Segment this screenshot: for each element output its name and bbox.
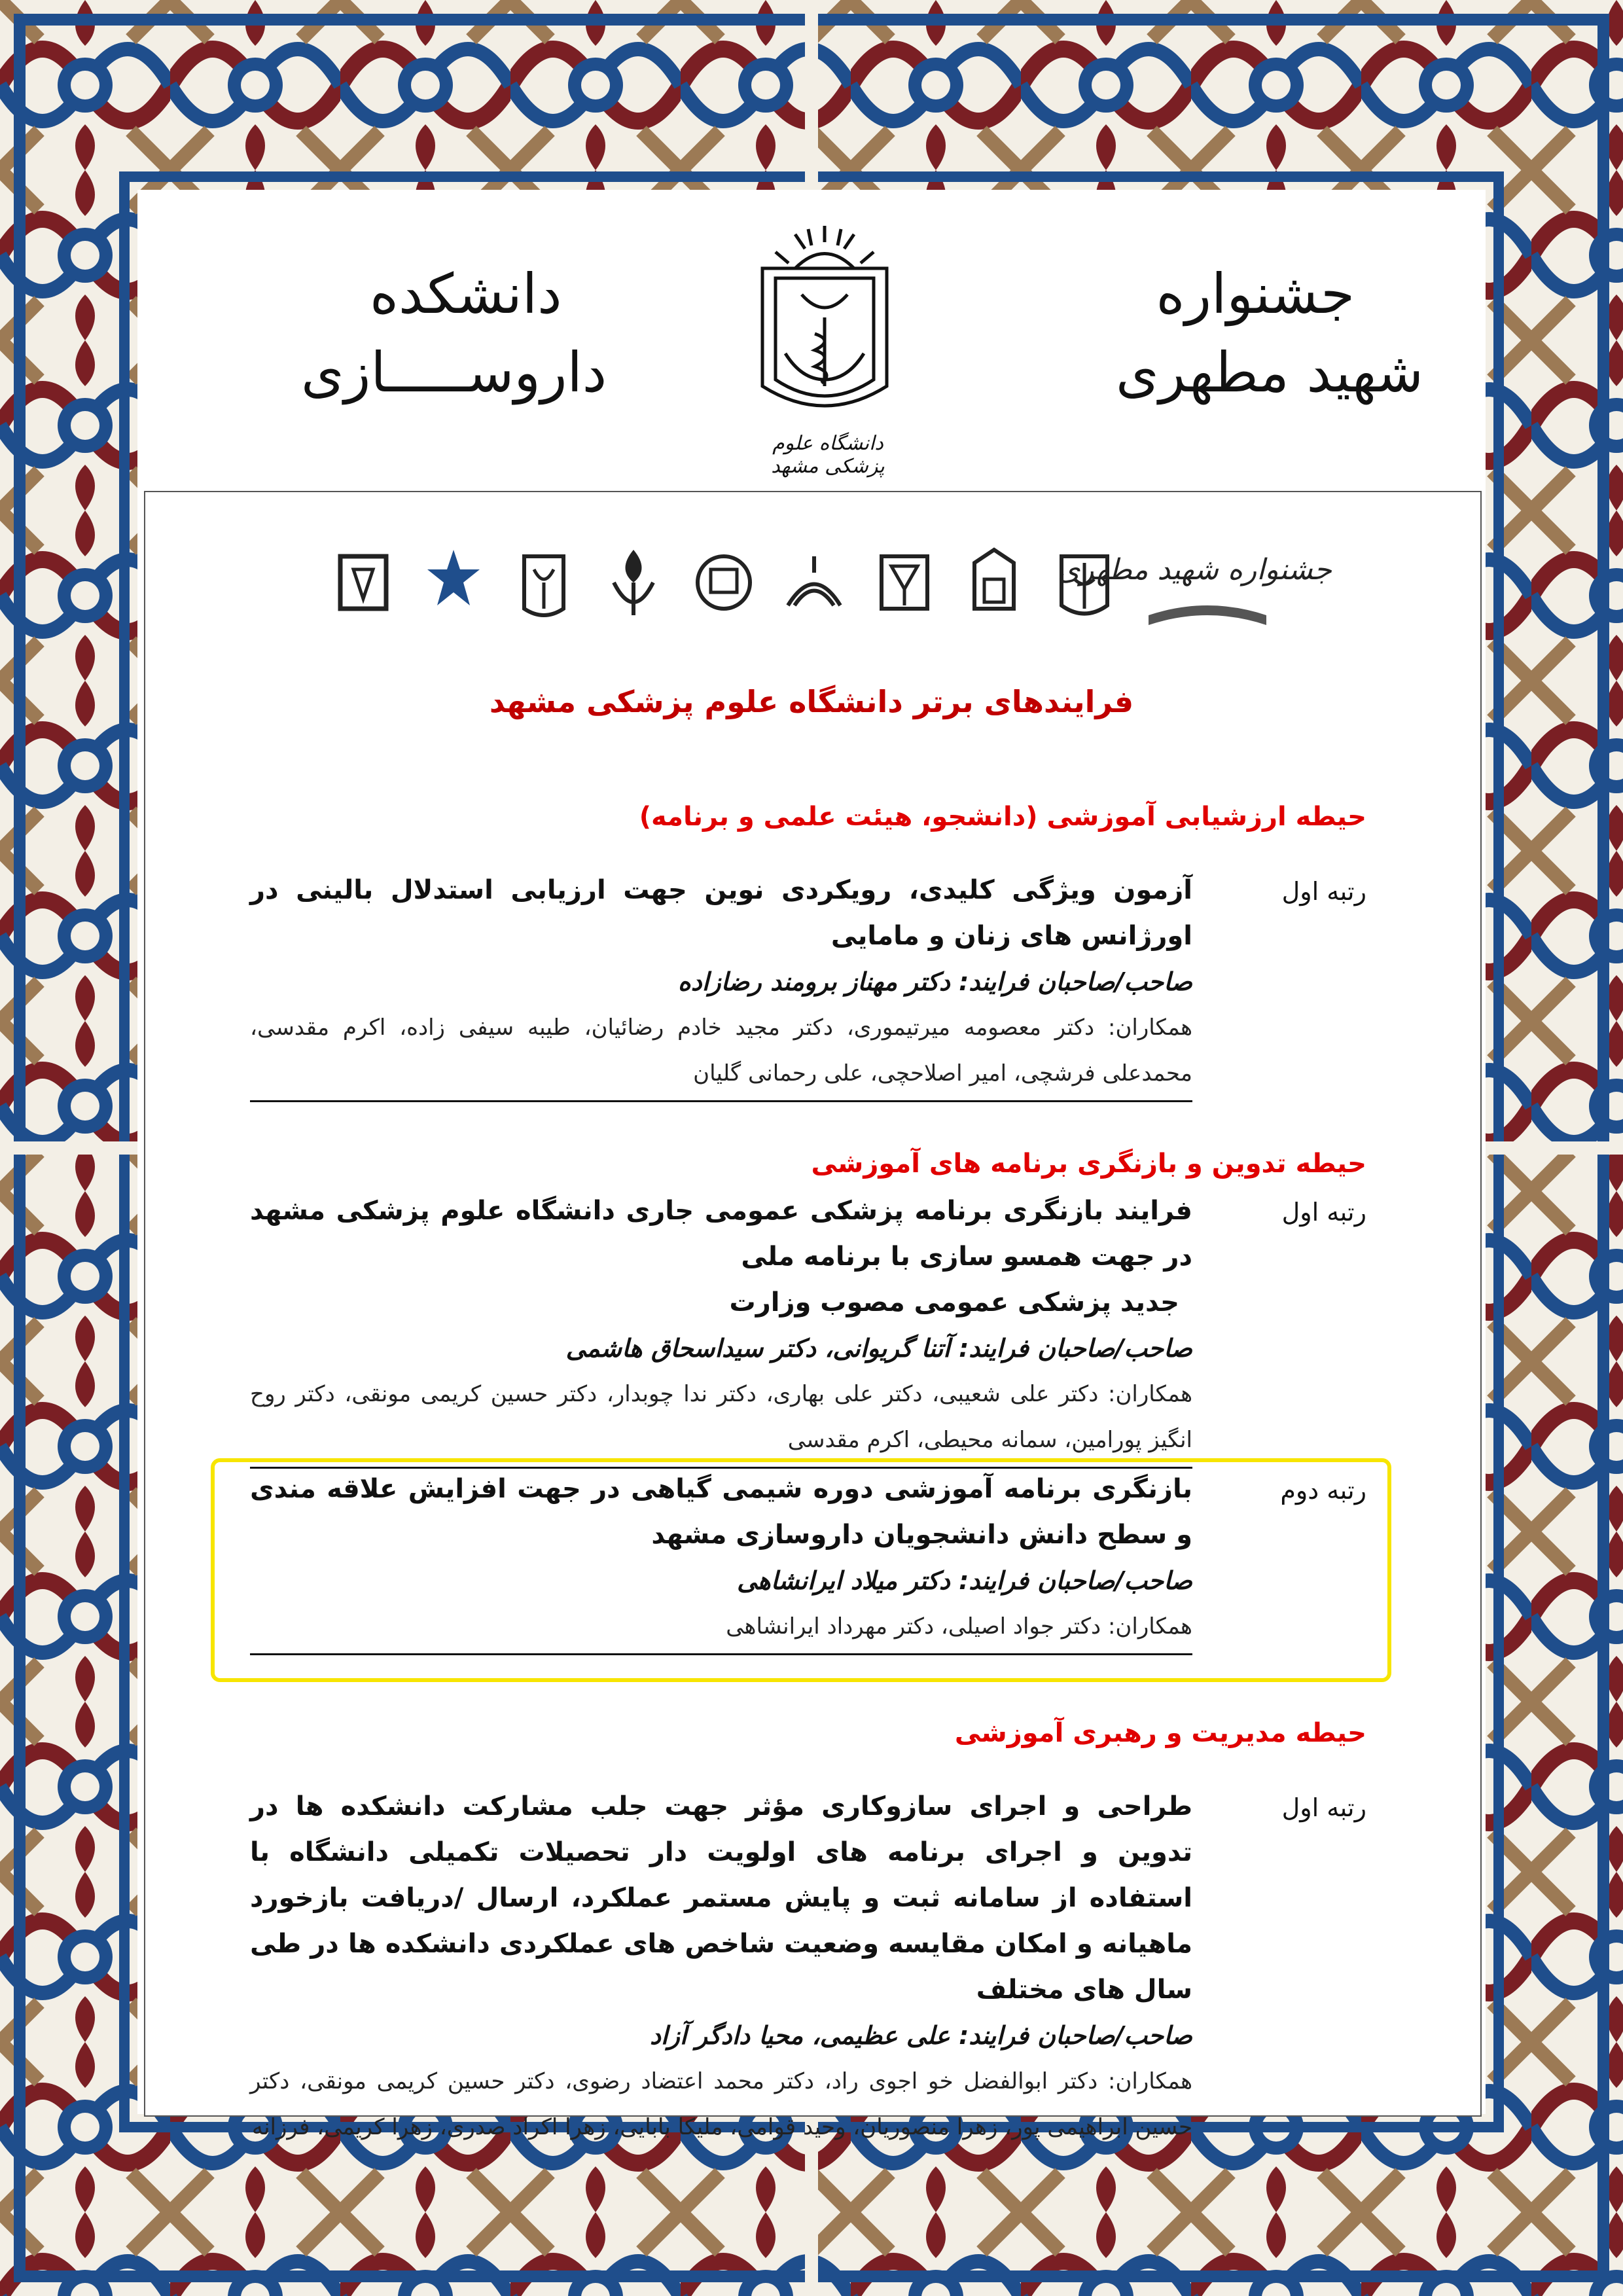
partner-logo-5-icon — [691, 543, 757, 628]
main-title: فرایندهای برتر دانشگاه علوم پزشکی مشهد — [489, 684, 1134, 719]
festival-logo-text: جشنواره شهید مطهری — [1057, 553, 1332, 586]
divider — [250, 1653, 1192, 1655]
rank-label: رتبه اول — [1281, 1793, 1366, 1822]
entry-title: طراحی و اجرای سازوکاری مؤثر جهت جلب مشارکت دانشکده ها در تدوین و اجرای برنامه های اولویت دار تحصیلات تکمیلی دانشگاه با استفاده از سامانه ثبت و پایش مستمر عملکرد، ارسال /دریافت بازخورد ماهیانه و امکان مقایسه وضعیت شاخص های عملکردی دانشکده ها در طی سال های مختلف — [250, 1791, 1192, 2005]
entry-title: فرایند بازنگری برنامه پزشکی عمومی جاری دانشگاه علوم پزشکی مشهد در جهت همسو سازی با برنامه ملی — [250, 1196, 1192, 1272]
entry-collaborators: همکاران: دکتر معصومه میرتیموری، دکتر مجید خادم رضائیان، طیبه سیفی زاده، اکرم مقدسی، محمدعلی فرشچی، امیر اصلاحچی، علی رحمانی گلیان — [250, 1014, 1192, 1086]
entry-owner: صاحب/صاحبان فرایند: دکتر مهناز برومند رضازاده — [677, 967, 1192, 996]
section-title-curriculum: حیطه تدوین و بازنگری برنامه های آموزشی — [811, 1149, 1366, 1179]
book-icon — [1142, 589, 1273, 628]
partner-logos-row — [330, 537, 1332, 635]
entry-owner: صاحب/صاحبان فرایند: آتنا گریوانی، دکتر سیداسحاق هاشمی — [565, 1334, 1192, 1363]
section-title-management: حیطه مدیریت و رهبری آموزشی — [954, 1718, 1366, 1748]
entry-title-continued: جدید پزشکی عمومی مصوب وزارت — [729, 1287, 1179, 1318]
faculty-title-line2: داروســـــازی — [301, 340, 607, 404]
entry-collaborators: همکاران: دکتر علی شعیبی، دکتر علی بهاری، دکتر ندا چوبدار، دکتر حسین کریمی مونقی، دکتر روح انگیز پورامین، سمانه محیطی، اکرم مقدسی — [250, 1381, 1192, 1453]
faculty-title-line1: دانشکده — [370, 262, 562, 326]
partner-logo-8-icon — [421, 543, 486, 628]
entry-owner: صاحب/صاحبان فرایند: علی عظیمی، محیا دادگر آزاد — [650, 2021, 1192, 2050]
rank-label: رتبه دوم — [1280, 1476, 1366, 1505]
festival-title-line1: جشنواره — [1156, 262, 1355, 326]
document-header — [137, 190, 1486, 491]
entry-management-1 — [250, 1784, 1192, 2140]
university-logo-caption: دانشگاه علوم پزشکی مشهد — [771, 432, 885, 478]
entry-collaborators: همکاران: دکتر ابوالفضل خو اجوی راد، دکتر محمد اعتضاد رضوی، دکتر حسین کریمی مونقی، دکتر حسین ابراهیمی پور، زهرا منصوریان، وحید قوامی، ملیکا بابایی، زهرا اکراد صدری، زهرا کریمی، فرزانه — [250, 2068, 1192, 2140]
entry-curriculum-2 — [250, 1466, 1192, 1655]
partner-logo-2-icon — [961, 543, 1027, 628]
partner-logo-7-icon — [511, 543, 577, 628]
entry-collaborators: همکاران: دکتر جواد اصیلی، دکتر مهرداد ایرانشاهی — [726, 1613, 1192, 1640]
rank-label: رتبه اول — [1281, 1198, 1366, 1227]
partner-logo-3-icon — [872, 543, 937, 628]
entry-title: بازنگری برنامه آموزشی دوره شیمی گیاهی در جهت افزایش علاقه مندی و سطح دانش دانشجویان داروسازی مشهد — [250, 1474, 1192, 1550]
partner-logo-6-icon — [601, 543, 666, 628]
festival-title-line2: شهید مطهری — [1116, 340, 1423, 404]
festival-logo — [1057, 543, 1332, 628]
section-title-evaluation: حیطه ارزشیابی آموزشی (دانشجو، هیئت علمی و برنامه) — [639, 802, 1366, 832]
divider — [250, 1100, 1192, 1102]
partner-logo-4-icon — [781, 543, 847, 628]
partner-logo-9-icon — [330, 543, 396, 628]
entry-owner: صاحب/صاحبان فرایند: دکتر میلاد ایرانشاهی — [737, 1566, 1192, 1595]
entry-evaluation-1 — [250, 867, 1192, 1102]
entry-curriculum-1 — [250, 1188, 1192, 1469]
rank-label: رتبه اول — [1281, 877, 1366, 906]
university-logo-icon — [749, 223, 900, 439]
entry-title: آزمون ویژگی کلیدی، رویکردی نوین جهت ارزیابی استدلال بالینی در اورژانس های زنان و مامایی — [250, 875, 1192, 951]
